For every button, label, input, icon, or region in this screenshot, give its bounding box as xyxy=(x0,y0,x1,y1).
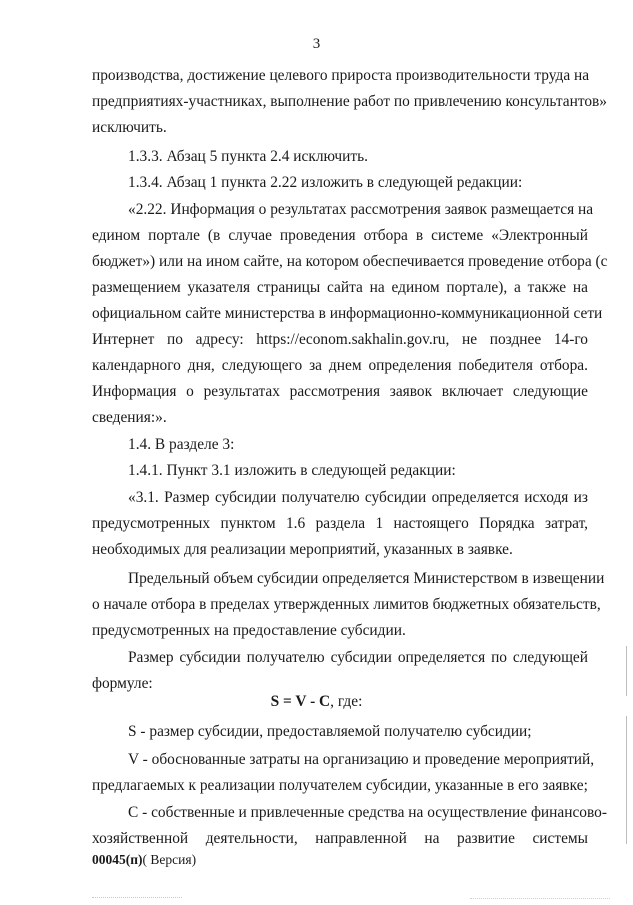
text-line: календарного дня, следующего за днем определения победителя отбора. xyxy=(92,357,588,374)
text-line: 1.4.1. Пункт 3.1 изложить в следующей редакции: xyxy=(128,462,456,479)
scan-artifact xyxy=(92,897,182,902)
text-line: «2.22. Информация о результатах рассмотрения заявок размещается на xyxy=(128,201,594,218)
text-line: предусмотренных пунктом 1.6 раздела 1 настоящего Порядка затрат, xyxy=(92,515,588,532)
footer-version: ( Версия) xyxy=(142,852,197,867)
scan-artifact xyxy=(470,898,610,902)
text-line: Предельный объем субсидии определяется Министерством в извещении xyxy=(128,570,605,587)
text-line: Информация о результатах рассмотрения заявок включает следующие xyxy=(92,383,588,400)
text-line: о начале отбора в пределах утвержденных лимитов бюджетных обязательств, xyxy=(92,596,601,613)
text-line: исключить. xyxy=(92,119,167,136)
text-line: хозяйственной деятельности, направленной на развитие системы xyxy=(92,830,588,847)
text-line: Интернет по адресу: https://econom.sakhalin.gov.ru, не позднее 14-го xyxy=(92,331,588,348)
text-line: S - размер субсидии, предоставляемой получателю субсидии; xyxy=(128,723,532,740)
text-line: сведения:». xyxy=(92,409,167,426)
text-line: С - собственные и привлеченные средства на осуществление финансово- xyxy=(128,804,607,821)
text-line: бюджет») или на ином сайте, на котором обеспечивается проведение отбора (с xyxy=(92,253,608,270)
formula-suffix: , где: xyxy=(330,693,363,710)
scan-margin-mark xyxy=(626,646,627,696)
footer-code: 00045(п) xyxy=(92,852,143,867)
scan-margin-mark xyxy=(626,716,627,844)
page-number: 3 xyxy=(312,36,321,52)
text-line: V - обоснованные затраты на организацию и проведение мероприятий, xyxy=(128,751,595,768)
formula-expression: S = V - C xyxy=(270,693,331,710)
text-line: размещением указателя страницы сайта на едином портале), а также на xyxy=(92,279,588,296)
text-line: официальном сайте министерства в информационно-коммуникационной сети xyxy=(92,305,603,322)
text-line: Размер субсидии получателю субсидии определяется по следующей xyxy=(128,649,588,666)
text-line: необходимых для реализации мероприятий, указанных в заявке. xyxy=(92,541,513,558)
text-line: «3.1. Размер субсидии получателю субсидии определяется исходя из xyxy=(128,489,588,506)
formula xyxy=(0,693,633,711)
text-line: едином портале (в случае проведения отбора в системе «Электронный xyxy=(92,227,588,244)
text-line: производства, достижение целевого прироста производительности труда на xyxy=(92,67,590,84)
text-line: предусмотренных на предоставление субсидии. xyxy=(92,622,406,639)
text-line: 1.4. В разделе 3: xyxy=(128,436,235,453)
text-line: предлагаемых к реализации получателем субсидии, указанные в его заявке; xyxy=(92,777,588,794)
document-footer xyxy=(92,852,196,868)
text-line: предприятиях-участниках, выполнение работ по привлечению консультантов» xyxy=(92,93,607,110)
text-line: 1.3.3. Абзац 5 пункта 2.4 исключить. xyxy=(128,148,369,165)
text-line: 1.3.4. Абзац 1 пункта 2.22 изложить в следующей редакции: xyxy=(128,174,523,191)
text-line: формуле: xyxy=(92,675,153,692)
